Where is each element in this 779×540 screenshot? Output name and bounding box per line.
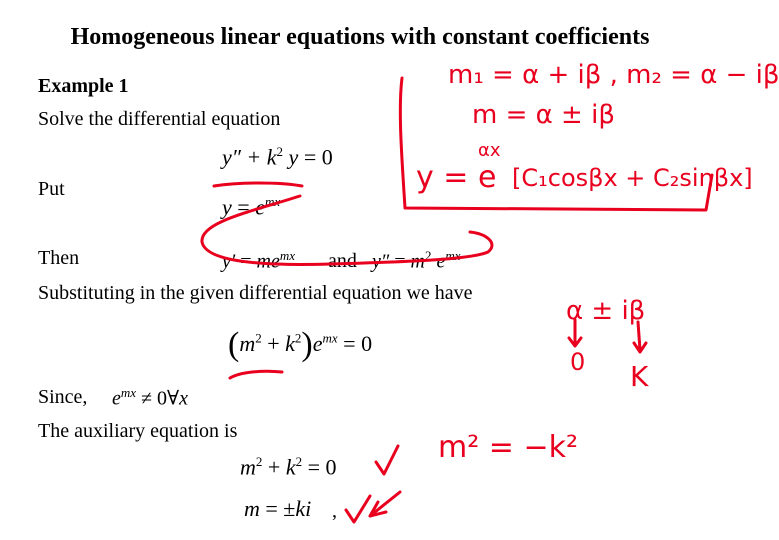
auxiliary-line: The auxiliary equation is (38, 420, 238, 442)
equation-nonzero: $e^{mx}$ ≠ 0∀x (112, 385, 188, 410)
handwritten-solution-exp: αx (478, 140, 501, 161)
handwritten-alpha-beta: α ± iβ (566, 296, 646, 326)
solve-line: Solve the differential equation (38, 108, 281, 130)
handwritten-solution-y: y = e (416, 160, 497, 195)
handwritten-k: K (630, 360, 649, 393)
check-mark-1 (376, 446, 398, 474)
roots-comma: , (332, 500, 337, 522)
substituting-line: Substituting in the given differential equation we have (38, 282, 473, 304)
handwritten-roots: m₁ = α + iβ , m₂ = α − iβ (448, 60, 779, 90)
underline-put (214, 183, 302, 186)
example-label: Example 1 (38, 75, 129, 97)
handwritten-zero: 0 (570, 348, 586, 376)
equation-auxiliary: $m^2 + k^2 = 0$ (240, 454, 337, 480)
arrow-down-zero (569, 320, 581, 346)
put-line: Put (38, 178, 65, 200)
handwritten-m: m = α ± iβ (472, 100, 615, 130)
and-word: and (328, 250, 357, 272)
handwritten-m-squared: m² = −k² (438, 430, 578, 465)
underline-substituted (230, 371, 282, 378)
arrow-down-k (634, 322, 646, 352)
equation-second-derivative: $y'' = m^2$ $e^{mx}$ (372, 248, 461, 273)
equation-derivatives: $y' = me^{mx}$ (222, 248, 296, 273)
loop-derivatives (202, 196, 492, 264)
equation-roots: m = ±ki (244, 496, 312, 521)
equation-differential: $y'' + k^2$ y = 0 (222, 144, 333, 170)
bracket-stroke (400, 78, 712, 210)
slide-title: Homogeneous linear equations with constant coefficients (70, 24, 650, 50)
handwritten-solution-bracket: [C₁cosβx + C₂sinβx] (512, 164, 753, 192)
equation-trial-solution: $y = e^{mx}$ (222, 194, 281, 220)
since-line: Since, (38, 386, 88, 408)
check-mark-2 (346, 496, 370, 522)
arrow-to-roots (370, 492, 400, 516)
equation-substituted: $(m^2 + k^2)e^{mx} = 0$ (228, 326, 373, 363)
then-line: Then (38, 247, 80, 269)
